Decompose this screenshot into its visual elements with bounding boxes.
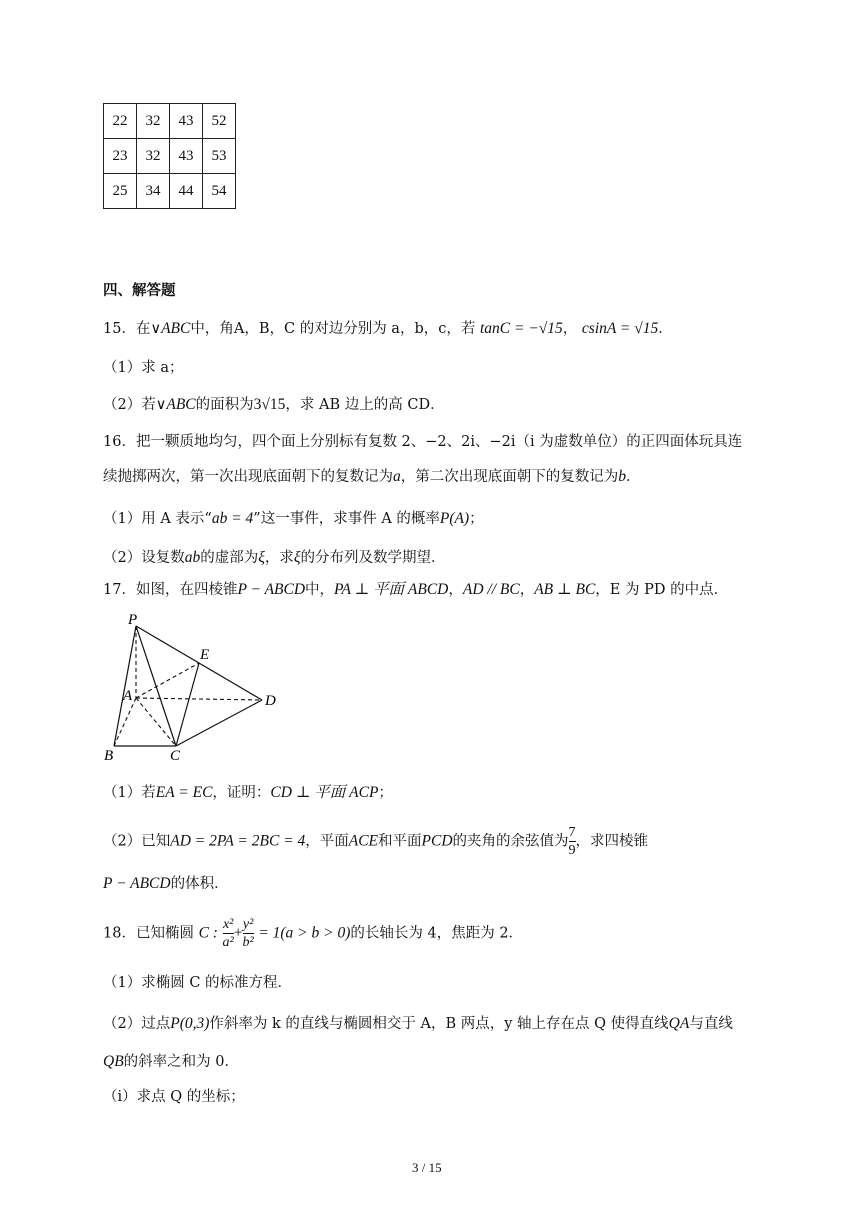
- label-p: P: [128, 612, 138, 628]
- q18-part2-c: 与直线: [689, 1016, 733, 1032]
- edge-cd: [176, 700, 262, 746]
- q15-triangle-name: ABC: [161, 320, 191, 337]
- frac-y2: y²: [242, 917, 254, 932]
- q18-line-qa: QA: [668, 1015, 690, 1032]
- q16-part-1: [103, 507, 484, 528]
- q15-part-1: （1）求 a；: [103, 360, 184, 376]
- q17-part-2: [103, 824, 648, 859]
- q16-line2-a: 续抛掷两次，第一次出现底面朝下的复数记为: [103, 469, 393, 485]
- section-title: 四、解答题: [103, 283, 176, 299]
- q18-subpart-i: （i）求点 Q 的坐标；: [103, 1089, 245, 1105]
- label-e: E: [200, 647, 210, 663]
- q17-part1-end: ；: [378, 785, 393, 801]
- q16-line2-b: ，第二次出现底面朝下的复数记为: [400, 469, 619, 485]
- q18-line1-end: 的长轴长为 4，焦距为 2．: [350, 925, 524, 942]
- table-cell: 52: [203, 104, 236, 139]
- q16-var-a: a: [393, 468, 401, 485]
- q18-line-qb: QB: [103, 1053, 124, 1070]
- label-b: B: [104, 748, 114, 764]
- q18-point-p: P(0,3): [170, 1015, 210, 1032]
- q16-xi: ξ: [258, 549, 265, 566]
- q17-part2-d: 的夹角的余弦值为: [452, 833, 569, 850]
- q18-frac-x: [223, 916, 234, 951]
- q18-part2-a: （2）过点: [103, 1016, 171, 1032]
- q15-text: 中，角A，B，C 的对边分别为 a，b，c，若: [190, 321, 476, 337]
- q17-part1-a: （1）若: [103, 785, 156, 801]
- frac-x2: x²: [222, 917, 234, 932]
- label-a: A: [123, 688, 133, 704]
- table-row: [104, 104, 236, 139]
- table-cell: 44: [170, 174, 203, 209]
- q17-part-1: [103, 780, 393, 802]
- q17-lengths: AD = 2PA = 2BC = 4: [170, 832, 306, 850]
- q17-intro: 17．如图，在四棱锥: [103, 582, 238, 598]
- q15-intro: 15．在: [103, 321, 151, 337]
- table-cell: 43: [170, 104, 203, 139]
- q15-area-value: 3√15: [253, 396, 286, 413]
- edge-ae-hidden: [136, 663, 199, 698]
- q18-ellipse-c: C :: [198, 924, 218, 942]
- q17-part1-b: ，证明：: [212, 785, 271, 801]
- q15-tan-equation: tanC = −√15: [479, 320, 563, 337]
- q17-cosine-fraction: [569, 824, 576, 859]
- q15-csin-equation: csinA = √15: [581, 320, 659, 337]
- q17-cond-2: AD // BC: [462, 581, 520, 598]
- q16-part1-b: ”这一事件，求事件 A 的概率: [253, 511, 440, 527]
- q17-plane-pcd: PCD: [421, 832, 453, 850]
- q16-xi-2: ξ: [293, 549, 301, 566]
- edge-ac-hidden: [136, 698, 176, 746]
- q18-part-1: （1）求椭圆 C 的标准方程．: [103, 975, 293, 991]
- q17-cond-3: AB ⊥ BC: [534, 581, 596, 598]
- q17-part2-e: ，求四棱锥: [575, 833, 649, 850]
- edge-ab-hidden: [114, 698, 136, 746]
- q18-plus: +: [233, 924, 243, 942]
- q16-part1-end: ；: [469, 511, 484, 527]
- frac-b2: b²: [242, 935, 254, 950]
- q17-pyramid: P − ABCD: [237, 581, 306, 598]
- q16-ab: ab: [184, 549, 201, 566]
- q17-cond-1: PA ⊥ 平面 ABCD: [334, 581, 449, 598]
- q16-part2-a: （2）设复数: [103, 550, 185, 566]
- q15-separator: ，: [562, 321, 578, 337]
- edge-ec: [176, 663, 199, 746]
- page-number: 3 / 15: [412, 1160, 442, 1175]
- q16-part1-a: （1）用 A 表示“: [103, 511, 212, 527]
- table-row: [104, 139, 236, 174]
- fraction-numerator: 7: [568, 825, 576, 840]
- pyramid-figure: [100, 608, 290, 766]
- q15-part2-prefix: （2）若: [103, 397, 156, 413]
- q17-in: 中，: [305, 582, 335, 598]
- q16-part2-end: 的分布列及数学期望．: [300, 550, 446, 566]
- q18-frac-y: [243, 916, 254, 951]
- q17-sep-1: ，: [448, 582, 463, 598]
- q17-part2-a: （2）已知: [103, 833, 171, 850]
- frac-a2: a²: [222, 935, 234, 950]
- q17-pyramid-2: P − ABCD: [103, 875, 171, 892]
- question-15: [103, 317, 673, 338]
- triangle-symbol: ∨: [155, 397, 167, 413]
- table-cell: 32: [137, 139, 170, 174]
- q17-cd-perp: CD ⊥ 平面 ACP: [270, 784, 379, 801]
- q18-equation-rhs: = 1(a > b > 0): [258, 924, 351, 942]
- q17-part2-c: 和平面: [378, 833, 422, 850]
- q16-ab-equation: ab = 4: [211, 510, 254, 527]
- q16-part2-c: ，求: [264, 550, 294, 566]
- q18-intro: 18．已知椭圆: [103, 925, 194, 942]
- q15-part2-triangle: ABC: [166, 396, 196, 413]
- label-c: C: [170, 748, 181, 764]
- label-d: D: [265, 693, 276, 709]
- q16-part-2: [103, 546, 446, 567]
- q17-line-1: [103, 577, 728, 599]
- q18-part2-end: 的斜率之和为 0．: [123, 1054, 240, 1070]
- q16-probability: P(A): [439, 510, 470, 527]
- edge-pb: [114, 626, 136, 746]
- number-table: [103, 103, 236, 209]
- table-cell: 32: [137, 104, 170, 139]
- q17-plane-ace: ACE: [348, 832, 379, 850]
- edge-ad-hidden: [136, 698, 262, 700]
- q17-part-2-cont: [103, 872, 229, 893]
- triangle-symbol: ∨: [150, 321, 162, 337]
- q17-sep-3: ，: [595, 582, 610, 598]
- table-cell: 23: [104, 139, 137, 174]
- q15-part-2: [103, 393, 445, 414]
- q15-part2-text: 的面积为: [195, 397, 254, 413]
- fraction-denominator: 9: [568, 843, 576, 858]
- q16-part2-b: 的虚部为: [200, 550, 259, 566]
- table-cell: 25: [104, 174, 137, 209]
- q18-line-1: [103, 916, 523, 951]
- q18-part-2-cont: [103, 1050, 239, 1071]
- table-cell: 43: [170, 139, 203, 174]
- q17-volume: 的体积．: [170, 876, 229, 892]
- q17-midpoint: E 为 PD 的中点．: [609, 582, 729, 598]
- table-cell: 54: [203, 174, 236, 209]
- q16-line2-end: ．: [626, 469, 641, 485]
- table-cell: 34: [137, 174, 170, 209]
- q16-var-b: b: [618, 468, 626, 485]
- q18-part2-b: 作斜率为 k 的直线与椭圆相交于 A，B 两点，y 轴上存在点 Q 使得直线: [209, 1016, 669, 1032]
- table-cell: 53: [203, 139, 236, 174]
- table-row: [104, 174, 236, 209]
- q15-part2-end: ，求 AB 边上的高 CD．: [285, 397, 445, 413]
- q17-part2-b: ，平面: [305, 833, 349, 850]
- table-cell: 22: [104, 104, 137, 139]
- edge-pc: [136, 626, 176, 746]
- q17-ea-ec: EA = EC: [155, 784, 213, 801]
- q15-end: ．: [658, 321, 673, 337]
- q16-line-1: 16．把一颗质地均匀，四个面上分别标有复数 2、−2、2i、−2i（i 为虚数单位）的正四面体玩具连: [103, 434, 743, 450]
- q17-sep-2: ，: [519, 582, 535, 598]
- q18-part-2: [103, 1012, 733, 1033]
- q16-line-2: [103, 465, 641, 486]
